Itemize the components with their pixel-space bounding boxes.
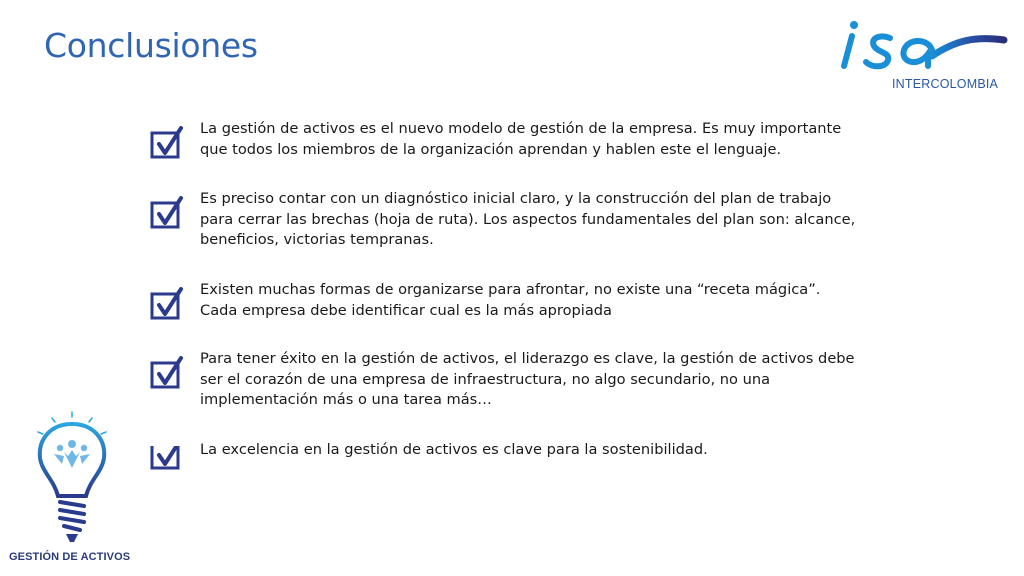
item-text: Para tener éxito en la gestión de activos, el liderazgo es clave, la gestión de activos debe ser el corazón de una empresa de infraestructura, no algo secundario, no una implementación más o una tarea más… xyxy=(200,350,855,409)
item-text: La gestión de activos es el nuevo modelo de gestión de la empresa. Es muy importante que todos los miembros de la organización aprendan y hablen este el lenguaje. xyxy=(200,120,842,158)
checkbox-checked-icon xyxy=(150,446,186,482)
checkbox-checked-icon xyxy=(150,286,186,322)
item-text: La excelencia en la gestión de activos es clave para la sostenibilidad. xyxy=(200,441,708,458)
checkbox-checked-icon xyxy=(150,125,186,161)
lightbulb-people-icon xyxy=(28,410,118,550)
item-text: Es preciso contar con un diagnóstico inicial claro, y la construcción del plan de trabajo para cerrar las brechas (hoja de ruta). Los aspectos fundamentales del plan son: alcance, beneficios, victorias tempranas. xyxy=(200,190,856,249)
gestion-activos-caption: GESTIÓN DE ACTIVOS xyxy=(9,551,131,563)
checkbox-checked-icon xyxy=(150,195,186,231)
item-text: Existen muchas formas de organizarse para afrontar, no existe una “receta mágica”. Cada empresa debe identificar cual es la más apropiada xyxy=(200,281,821,319)
slide-title: Conclusiones xyxy=(44,26,258,65)
checkbox-checked-icon xyxy=(150,355,186,391)
logo-subtitle: INTERCOLOMBIA xyxy=(892,77,999,91)
